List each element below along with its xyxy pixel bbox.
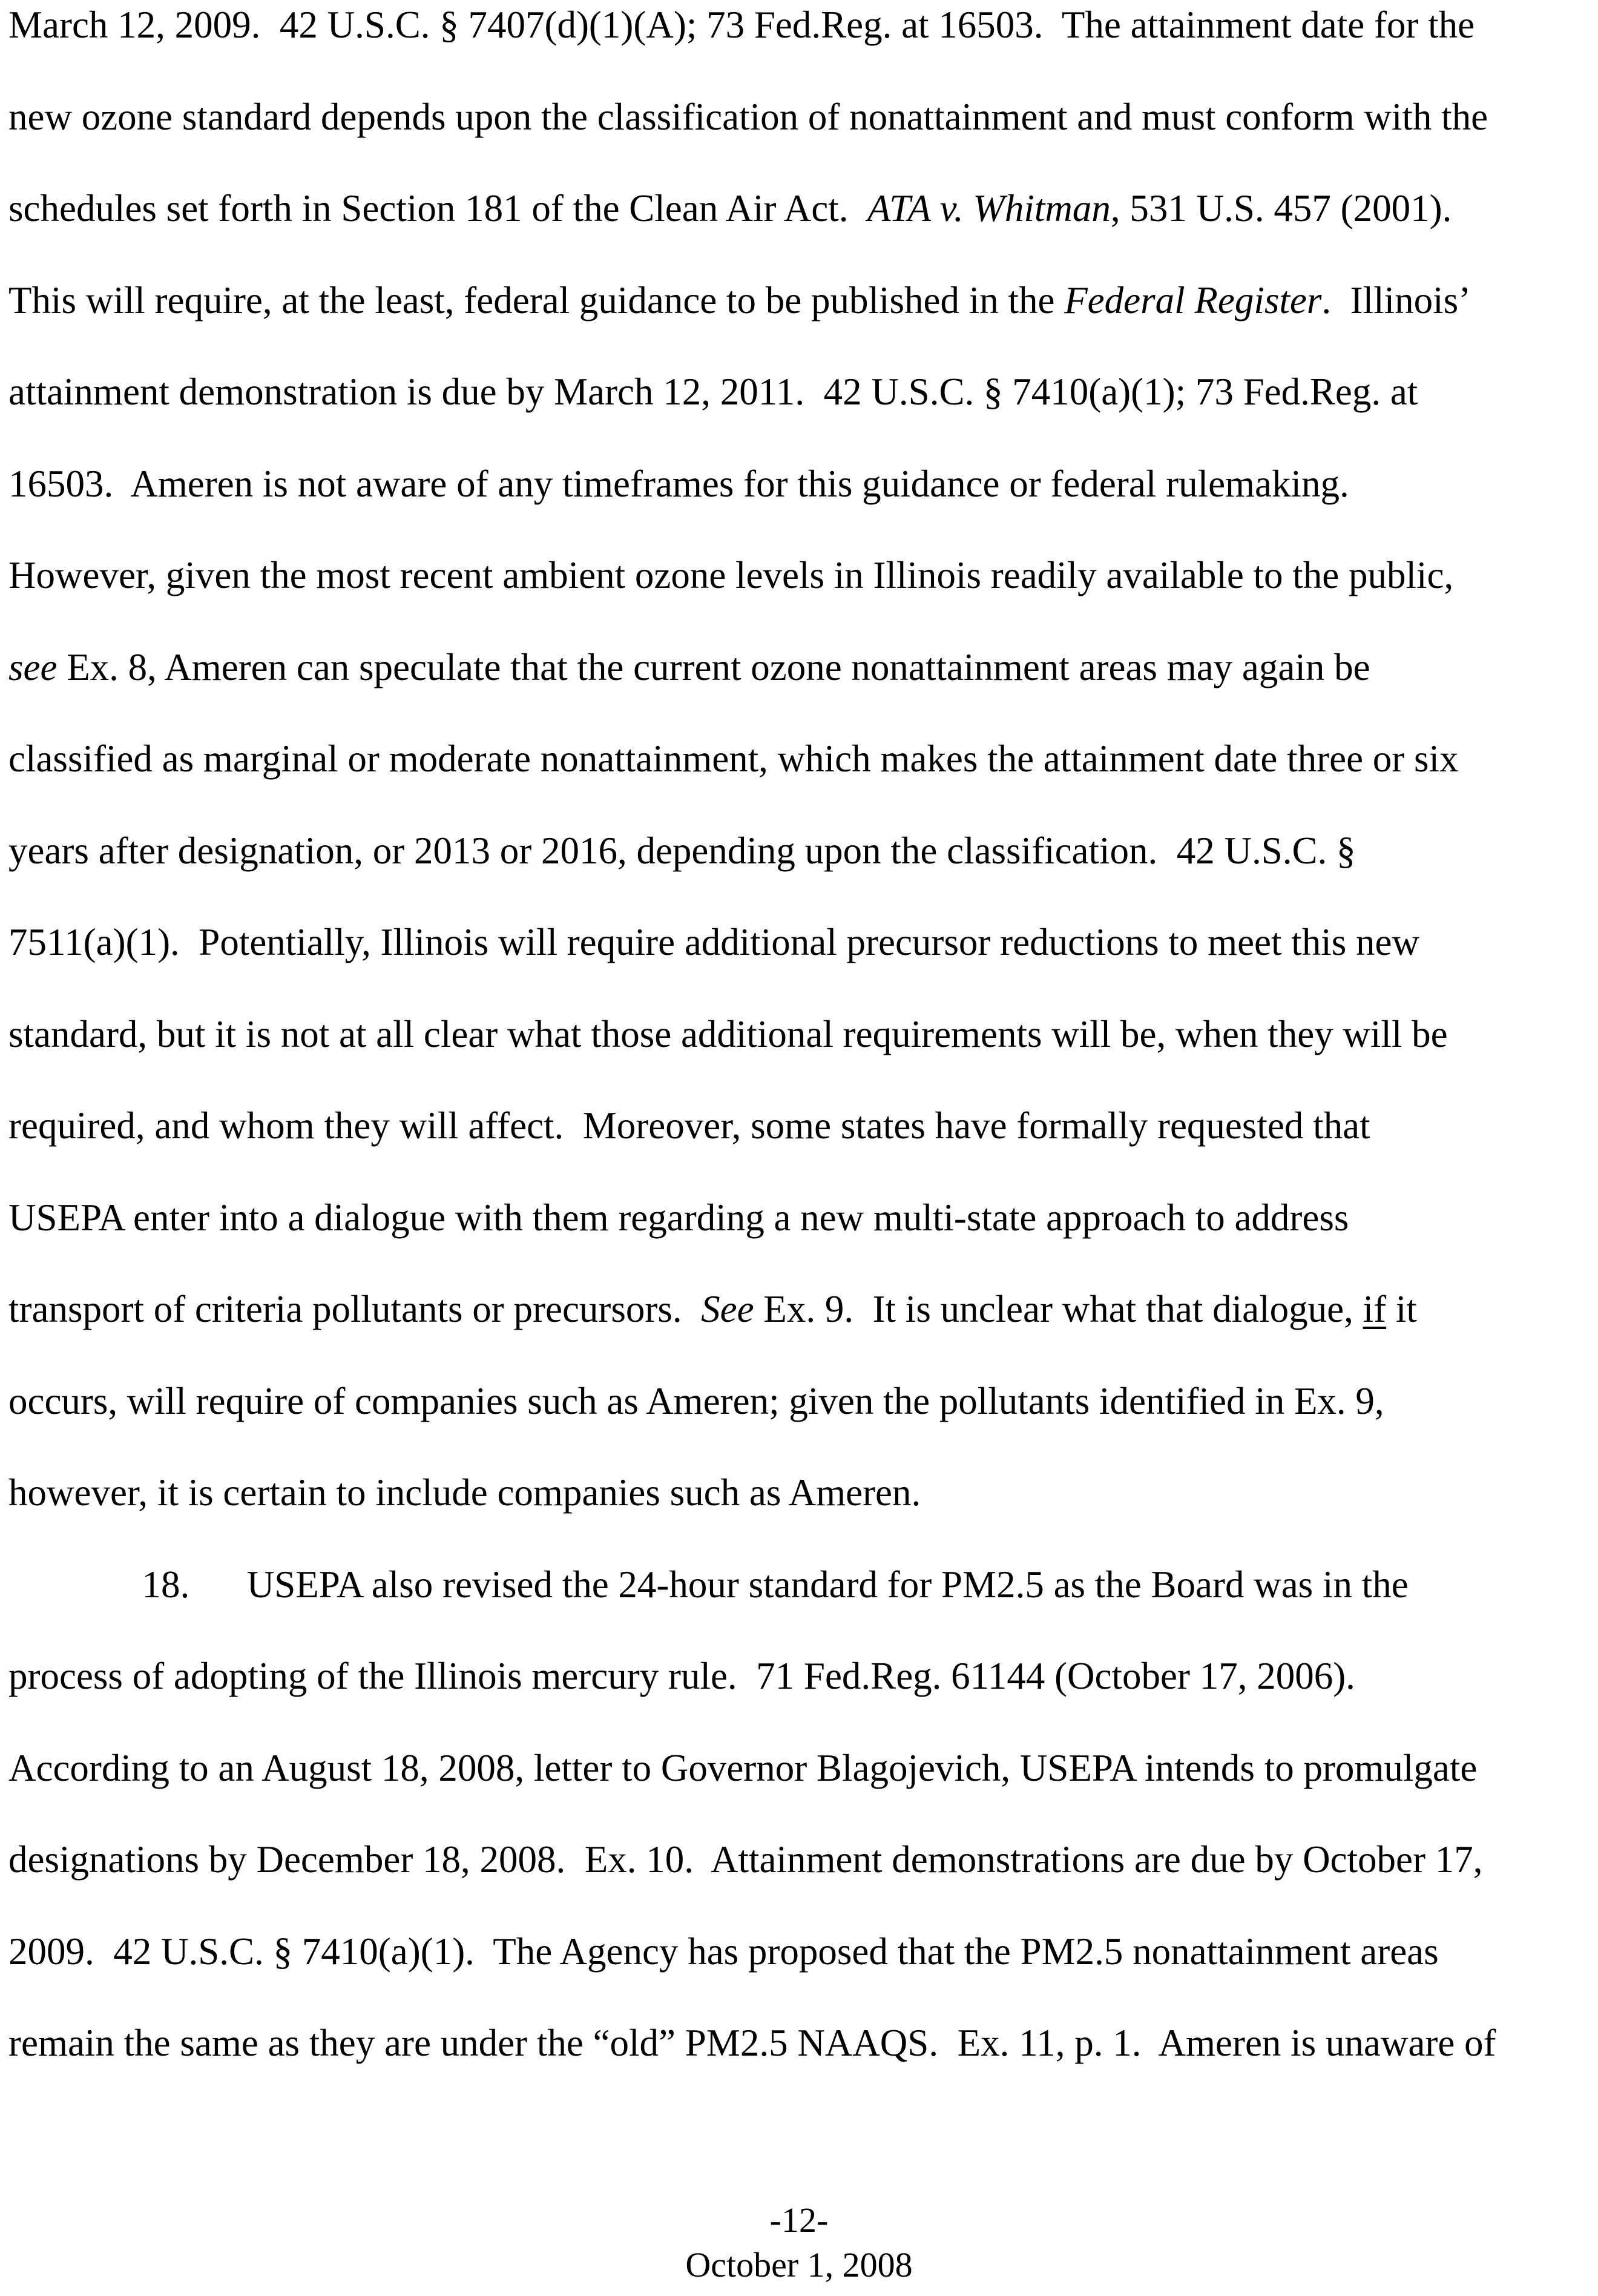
text-segment: According to an August 18, 2008, letter to Governor Blagojevich, USEPA intends to promulgate: [8, 1746, 1478, 1789]
text-segment: occurs, will require of companies such as Ameren; given the pollutants identified in Ex. 9,: [8, 1379, 1384, 1422]
text-segment: years after designation, or 2013 or 2016, depending upon the classification. 42 U.S.C. §: [8, 829, 1356, 872]
text-segment: transport of criteria pollutants or precursors.: [8, 1288, 702, 1330]
text-line: [8, 1379, 1384, 1425]
text-line: [8, 462, 1349, 507]
text-segment: new ozone standard depends upon the classification of nonattainment and must conform with the: [8, 95, 1488, 138]
text-segment: standard, but it is not at all clear what those additional requirements will be, when they will be: [8, 1012, 1448, 1055]
text-line: [8, 187, 1452, 232]
footer-date: October 1, 2008: [685, 2245, 913, 2284]
italic-text: ATA v. Whitman: [867, 187, 1111, 229]
text-line: [8, 556, 1453, 599]
text-segment: 7511(a)(1). Potentially, Illinois will require additional precursor reductions to meet this new: [8, 921, 1419, 963]
text-segment: 2009. 42 U.S.C. § 7410(a)(1). The Agency has proposed that the PM2.5 nonattainment areas: [8, 1930, 1439, 1973]
text-segment: , 531 U.S. 457 (2001).: [1110, 187, 1452, 229]
text-line: [8, 2024, 1496, 2067]
text-line: [8, 737, 1459, 782]
text-line: [8, 1104, 1370, 1149]
underlined-text: if: [1363, 1288, 1387, 1330]
text-segment: remain the same as they are under the “old” PM2.5 NAAQS. Ex. 11, p. 1. Ameren is unaware of: [8, 2022, 1496, 2064]
text-line: [8, 6, 1475, 48]
text-line: [8, 95, 1488, 140]
text-segment: schedules set forth in Section 181 of the Clean Air Act.: [8, 187, 867, 229]
text-segment: However, given the most recent ambient ozone levels in Illinois readily available to the public,: [8, 554, 1454, 596]
text-line: [8, 1930, 1439, 1975]
text-line: [8, 1196, 1349, 1241]
text-line: [8, 1838, 1483, 1883]
text-line: [8, 1471, 921, 1516]
text-segment: USEPA enter into a dialogue with them regarding a new multi-state approach to address: [8, 1196, 1349, 1239]
text-line: [8, 1290, 1417, 1333]
text-segment: March 12, 2009. 42 U.S.C. § 7407(d)(1)(A); 73 Fed.Reg. at 16503. The attainment date for the: [8, 4, 1475, 46]
text-line: [8, 923, 1419, 966]
text-segment: however, it is certain to include companies such as Ameren.: [8, 1471, 921, 1514]
page-number: -12-: [769, 2200, 829, 2240]
text-line: [8, 829, 1356, 874]
text-segment: attainment demonstration is due by March 12, 2011. 42 U.S.C. § 7410(a)(1); 73 Fed.Reg. at: [8, 371, 1418, 413]
text-segment: required, and whom they will affect. Moreover, some states have formally requested that: [8, 1104, 1370, 1147]
text-line: [8, 373, 1418, 415]
text-line: [8, 1012, 1448, 1058]
text-segment: it: [1386, 1288, 1417, 1330]
text-segment: This will require, at the least, federal guidance to be published in the: [8, 279, 1065, 322]
text-segment: 16503. Ameren is not aware of any timeframes for this guidance or federal rulemaking.: [8, 462, 1349, 505]
text-segment: . Illinois’: [1321, 279, 1471, 322]
text-line: [8, 279, 1471, 324]
text-segment: process of adopting of the Illinois mercury rule. 71 Fed.Reg. 61144 (October 17, 2006).: [8, 1655, 1355, 1697]
italic-text: See: [701, 1288, 754, 1330]
text-segment: classified as marginal or moderate nonattainment, which makes the attainment date three or six: [8, 737, 1459, 780]
text-line: [8, 1657, 1355, 1700]
text-line: [8, 645, 1370, 691]
italic-text: Federal Register: [1064, 279, 1322, 322]
italic-text: see: [8, 645, 58, 688]
text-segment: Ex. 8, Ameren can speculate that the current ozone nonattainment areas may again be: [57, 645, 1370, 688]
text-line: [8, 1563, 1409, 1608]
text-segment: 18. USEPA also revised the 24-hour standard for PM2.5 as the Board was in the: [8, 1563, 1409, 1606]
text-line: [8, 1746, 1478, 1792]
text-segment: Ex. 9. It is unclear what that dialogue,: [754, 1288, 1363, 1330]
text-segment: designations by December 18, 2008. Ex. 10. Attainment demonstrations are due by October 17,: [8, 1838, 1483, 1881]
